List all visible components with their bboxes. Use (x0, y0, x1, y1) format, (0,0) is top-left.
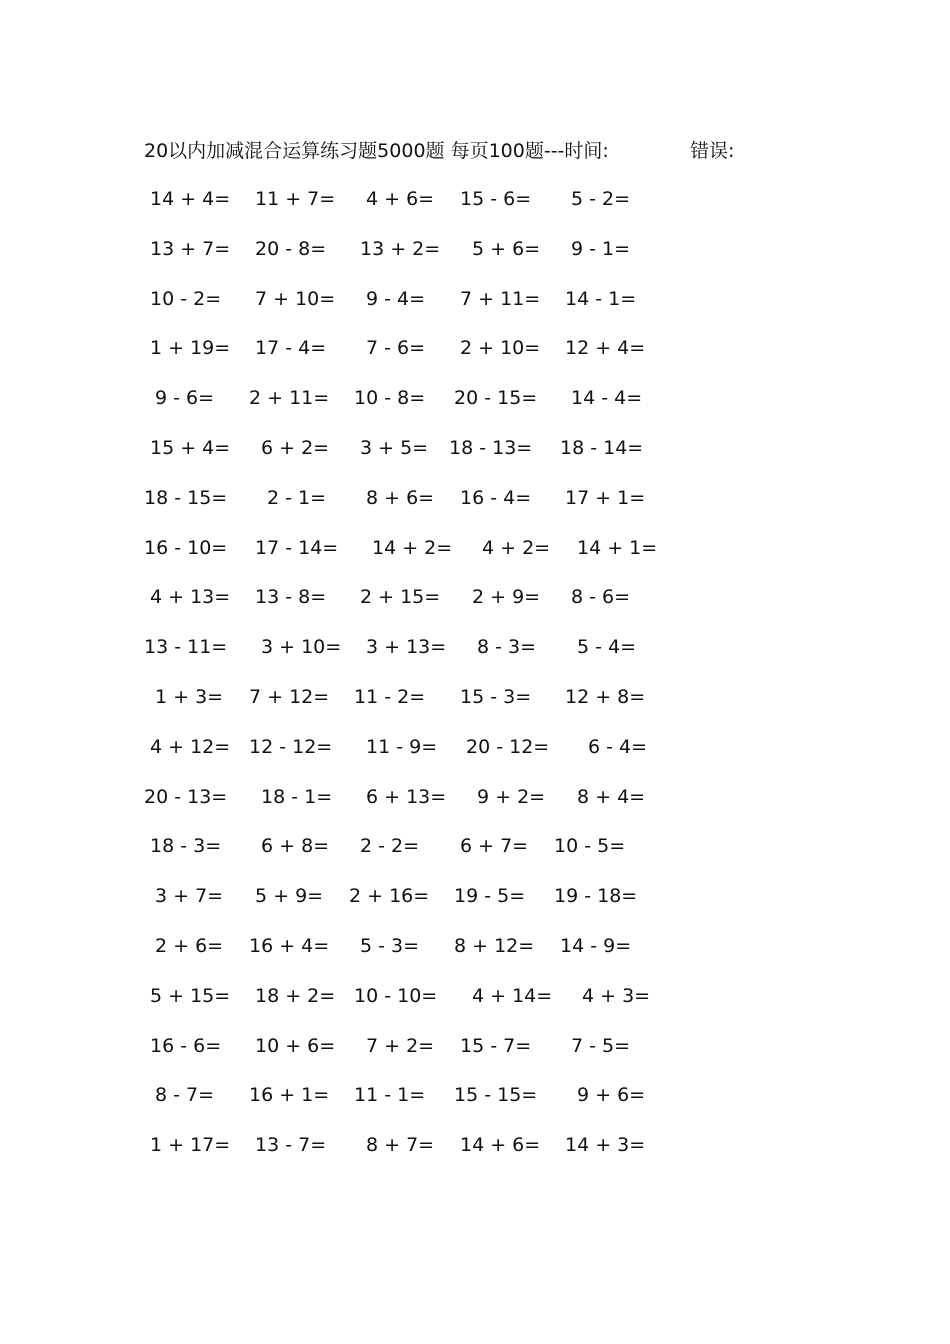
problem-cell: 13 - 8= (255, 586, 327, 609)
problem-row (0, 776, 950, 826)
problem-cell: 7 - 6= (366, 337, 426, 360)
problem-cell: 12 + 8= (565, 685, 646, 708)
problem-cell: 8 + 6= (366, 486, 435, 509)
problem-row (0, 427, 950, 477)
problem-cell: 7 + 10= (255, 287, 336, 310)
problem-cell: 5 - 4= (577, 636, 637, 659)
problem-cell: 18 - 15= (144, 486, 228, 509)
problem-row (0, 576, 950, 626)
problem-cell: 2 + 10= (460, 337, 541, 360)
problem-cell: 20 - 13= (144, 785, 228, 808)
problem-cell: 9 - 6= (155, 387, 215, 410)
problem-cell: 15 + 4= (150, 436, 231, 459)
problem-cell: 17 - 4= (255, 337, 327, 360)
problem-cell: 5 - 3= (360, 934, 420, 957)
worksheet-header (144, 136, 735, 163)
problem-cell: 3 + 10= (261, 636, 342, 659)
problem-cell: 10 + 6= (255, 1034, 336, 1057)
problem-cell: 4 + 12= (150, 735, 231, 758)
problem-cell: 17 + 1= (565, 486, 646, 509)
problem-cell: 3 + 5= (360, 436, 429, 459)
problem-cell: 16 - 6= (150, 1034, 222, 1057)
errors-label: 错误: (690, 140, 735, 162)
problem-cell: 13 - 11= (144, 636, 228, 659)
problem-cell: 1 + 19= (150, 337, 231, 360)
problem-cell: 7 + 12= (249, 685, 330, 708)
problem-row (0, 527, 950, 577)
problem-cell: 10 - 10= (354, 984, 438, 1007)
problem-row (0, 825, 950, 875)
problem-cell: 9 + 2= (477, 785, 546, 808)
problem-cell: 9 + 6= (577, 1084, 646, 1107)
problem-cell: 7 + 2= (366, 1034, 435, 1057)
problem-cell: 16 + 1= (249, 1084, 330, 1107)
problem-cell: 14 + 3= (565, 1134, 646, 1157)
problem-cell: 20 - 12= (466, 735, 550, 758)
problem-cell: 13 - 7= (255, 1134, 327, 1157)
problem-cell: 16 - 4= (460, 486, 532, 509)
problem-row (0, 676, 950, 726)
problem-cell: 18 - 14= (560, 436, 644, 459)
problem-row (0, 327, 950, 377)
problem-cell: 14 - 1= (565, 287, 637, 310)
problem-cell: 2 - 1= (267, 486, 327, 509)
problem-cell: 5 + 15= (150, 984, 231, 1007)
problem-cell: 15 - 15= (454, 1084, 538, 1107)
worksheet-title: 20以内加减混合运算练习题5000题 每页100题---时间: (144, 140, 609, 162)
problem-row (0, 1074, 950, 1124)
problem-row (0, 1025, 950, 1075)
problem-cell: 7 + 11= (460, 287, 541, 310)
problem-cell: 2 + 16= (349, 885, 430, 908)
problem-cell: 14 - 9= (560, 934, 632, 957)
problem-cell: 19 - 18= (554, 885, 638, 908)
problem-cell: 14 + 2= (372, 536, 453, 559)
problem-cell: 6 + 13= (366, 785, 447, 808)
problem-row (0, 477, 950, 527)
problem-cell: 3 + 7= (155, 885, 224, 908)
problem-row (0, 626, 950, 676)
problem-cell: 1 + 17= (150, 1134, 231, 1157)
problem-cell: 12 - 12= (249, 735, 333, 758)
problem-cell: 8 - 3= (477, 636, 537, 659)
problem-cell: 2 + 15= (360, 586, 441, 609)
problem-row (0, 228, 950, 278)
problem-cell: 2 + 9= (472, 586, 541, 609)
problem-cell: 15 - 7= (460, 1034, 532, 1057)
problem-cell: 9 - 1= (571, 237, 631, 260)
problem-cell: 14 + 4= (150, 188, 231, 210)
problem-cell: 13 + 7= (150, 237, 231, 260)
problem-cell: 19 - 5= (454, 885, 526, 908)
problem-cell: 5 + 9= (255, 885, 324, 908)
problem-cell: 12 + 4= (565, 337, 646, 360)
problem-cell: 11 - 2= (354, 685, 426, 708)
problem-cell: 8 - 6= (571, 586, 631, 609)
problem-cell: 4 + 6= (366, 188, 435, 210)
problem-cell: 16 - 10= (144, 536, 228, 559)
problem-grid (0, 178, 950, 1174)
problem-cell: 18 + 2= (255, 984, 336, 1007)
problem-cell: 4 + 3= (582, 984, 651, 1007)
problem-row (0, 875, 950, 925)
problem-cell: 6 - 4= (588, 735, 648, 758)
problem-cell: 5 + 6= (472, 237, 541, 260)
problem-cell: 15 - 3= (460, 685, 532, 708)
problem-cell: 5 - 2= (571, 188, 631, 210)
problem-cell: 20 - 8= (255, 237, 327, 260)
problem-cell: 2 + 6= (155, 934, 224, 957)
problem-cell: 6 + 7= (460, 835, 529, 858)
problem-row (0, 377, 950, 427)
problem-cell: 4 + 2= (482, 536, 551, 559)
problem-cell: 6 + 8= (261, 835, 330, 858)
problem-cell: 10 - 2= (150, 287, 222, 310)
problem-cell: 8 + 12= (454, 934, 535, 957)
problem-cell: 10 - 5= (554, 835, 626, 858)
problem-cell: 2 + 11= (249, 387, 330, 410)
problem-row (0, 975, 950, 1025)
problem-cell: 8 + 7= (366, 1134, 435, 1157)
problem-cell: 18 - 3= (150, 835, 222, 858)
problem-cell: 18 - 1= (261, 785, 333, 808)
problem-cell: 6 + 2= (261, 436, 330, 459)
problem-cell: 14 - 4= (571, 387, 643, 410)
problem-cell: 4 + 14= (472, 984, 553, 1007)
problem-row (0, 178, 950, 228)
problem-cell: 8 + 4= (577, 785, 646, 808)
problem-cell: 11 - 1= (354, 1084, 426, 1107)
problem-cell: 1 + 3= (155, 685, 224, 708)
problem-row (0, 726, 950, 776)
problem-row (0, 278, 950, 328)
problem-cell: 17 - 14= (255, 536, 339, 559)
problem-cell: 2 - 2= (360, 835, 420, 858)
problem-cell: 11 - 9= (366, 735, 438, 758)
problem-cell: 10 - 8= (354, 387, 426, 410)
problem-row (0, 925, 950, 975)
problem-cell: 11 + 7= (255, 188, 336, 210)
problem-cell: 18 - 13= (449, 436, 533, 459)
problem-cell: 9 - 4= (366, 287, 426, 310)
problem-cell: 15 - 6= (460, 188, 532, 210)
problem-cell: 14 + 6= (460, 1134, 541, 1157)
problem-cell: 4 + 13= (150, 586, 231, 609)
problem-cell: 14 + 1= (577, 536, 658, 559)
problem-cell: 7 - 5= (571, 1034, 631, 1057)
problem-cell: 8 - 7= (155, 1084, 215, 1107)
problem-cell: 13 + 2= (360, 237, 441, 260)
problem-cell: 20 - 15= (454, 387, 538, 410)
problem-cell: 16 + 4= (249, 934, 330, 957)
problem-cell: 3 + 13= (366, 636, 447, 659)
problem-row (0, 1124, 950, 1174)
